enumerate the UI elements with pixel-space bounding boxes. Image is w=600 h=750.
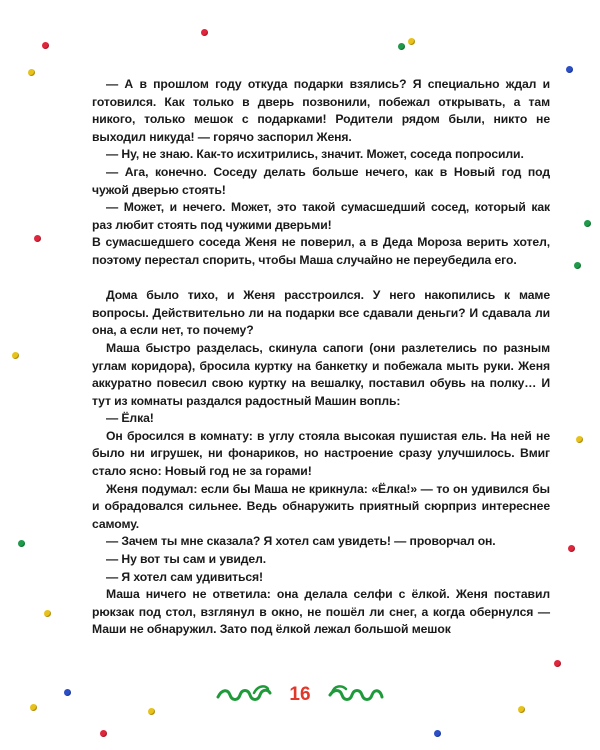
confetti-dot-icon	[34, 235, 41, 242]
paragraph: — Ага, конечно. Соседу делать больше нечего, как в Новый год под чужой дверью стоять!	[92, 164, 550, 197]
confetti-dot-icon	[434, 730, 441, 737]
paragraph: Он бросился в комнату: в углу стояла высокая пушистая ель. На ней не было ни игрушек, ни фонариков, но настроение сразу улучшилось. Вмиг стало ясно: Новый год не за горами!	[92, 428, 550, 479]
confetti-dot-icon	[44, 610, 51, 617]
paragraph: — Зачем ты мне сказала? Я хотел сам увидеть! — проворчал он.	[106, 534, 496, 549]
paragraph: Женя подумал: если бы Маша не крикнула: «Ёлка!» — то он удивился бы и обрадовался сильнее. Ведь обнаружить приятный сюрприз интереснее самому.	[92, 481, 550, 531]
confetti-dot-icon	[201, 29, 208, 36]
swirl-ornament-icon	[326, 683, 386, 707]
confetti-dot-icon	[100, 730, 107, 737]
confetti-dot-icon	[554, 660, 561, 667]
confetti-dot-icon	[574, 262, 581, 269]
paragraph: Дома было тихо, и Женя расстроился. У него накопились к маме вопросы. Действительно ли на подарки все сдавали деньги? И сдавала ли она, а если нет, то почему?	[92, 288, 550, 338]
confetti-dot-icon	[576, 436, 583, 443]
paragraph: — Ёлка!	[106, 411, 154, 426]
paragraph: — Ну, не знаю. Как-то исхитрились, значит. Может, соседа попросили.	[106, 147, 524, 162]
swirl-ornament-icon	[214, 683, 274, 707]
confetti-dot-icon	[30, 704, 37, 711]
confetti-dot-icon	[566, 66, 573, 73]
paragraph: — Я хотел сам удивиться!	[106, 569, 264, 584]
page-number: 16	[289, 684, 311, 705]
confetti-dot-icon	[28, 69, 35, 76]
confetti-dot-icon	[148, 708, 155, 715]
paragraph: Маша быстро разделась, скинула сапоги (они разлетелись по разным углам коридора), бросила куртку на банкетку и побежала мыть руки. Женя аккуратно повесил свою куртку на вешалку, поставил обувь на полку… И тут из комнаты раздался радостный Машин вопль:	[92, 340, 550, 408]
confetti-dot-icon	[584, 220, 591, 227]
story-text	[92, 76, 550, 639]
confetti-dot-icon	[398, 43, 405, 50]
confetti-dot-icon	[568, 545, 575, 552]
confetti-dot-icon	[408, 38, 415, 45]
confetti-dot-icon	[64, 689, 71, 696]
confetti-dot-icon	[18, 540, 25, 547]
paragraph: — А в прошлом году откуда подарки взялись? Я специально ждал и готовился. Как только в дверь позвонили, побежал открывать, а там никого, только мешок с подарками! Родители рядом были, никто не выходил никуда! — горячо заспорил Женя.	[92, 77, 550, 144]
confetti-dot-icon	[518, 706, 525, 713]
paragraph: — Может, и нечего. Может, это такой сумасшедший сосед, который как раз любит стоять под чужими дверьми!	[92, 200, 550, 232]
paragraph: — Ну вот ты сам и увидел.	[106, 552, 267, 567]
paragraph: В сумасшедшего соседа Женя не поверил, а в Деда Мороза верить хотел, поэтому перестал спорить, чтобы Маша случайно не переубедила его.	[92, 235, 550, 267]
confetti-dot-icon	[12, 352, 19, 359]
confetti-dot-icon	[42, 42, 49, 49]
paragraph: Маша ничего не ответила: она делала селфи с ёлкой. Женя поставил рюкзак под стол, взглянул в окно, не пошёл ли снег, а когда обернулся — Маши не обнаружил. Зато под ёлкой лежал большой мешок	[92, 587, 550, 637]
